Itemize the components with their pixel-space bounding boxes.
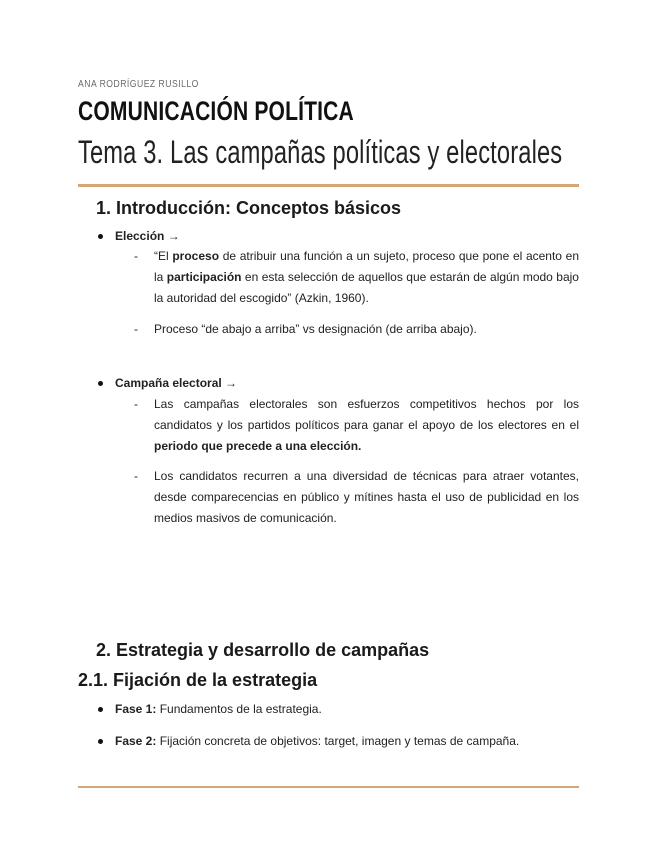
section-2-1-heading: 2.1. Fijación de la estrategia — [78, 670, 318, 690]
bullet-label: Campaña electoral → — [115, 376, 238, 390]
bullet-dot — [98, 234, 103, 239]
bullet-label: Fase 1: — [115, 702, 157, 716]
section-2-heading: 2. Estrategia y desarrollo de campañas — [96, 640, 430, 660]
text-run: “El — [154, 249, 173, 263]
bullet-label: Fase 2: — [115, 734, 157, 748]
topic-title: Tema 3. Las campañas políticas y electorales — [78, 134, 563, 170]
paragraph-text: Los candidatos recurren a una diversidad de técnicas para atraer votantes, desde comparecencias en público y mítines hasta el uso de publicidad en los medios masivos de comunicación. — [154, 469, 579, 525]
dash-marker: - — [134, 322, 138, 336]
bullet-text: Fijación concreta de objetivos: target, imagen y temas de campaña. — [156, 734, 520, 748]
footer-divider — [78, 786, 579, 788]
bold-run: participación — [166, 270, 242, 284]
author-name: ANA RODRÍGUEZ RUSILLO — [78, 78, 199, 90]
text-run: en esta selección de aquellos que estarán de algún modo bajo la autoridad del escogido” (Azkin, 1960). — [154, 270, 579, 305]
paragraph-text: Proceso “de abajo a arriba” vs designación (de arriba abajo). — [154, 322, 477, 336]
section-1-heading: 1. Introducción: Conceptos básicos — [96, 198, 402, 218]
subject-title: COMUNICACIÓN POLÍTICA — [78, 96, 354, 126]
dash-marker: - — [134, 249, 138, 263]
bullet-dot — [98, 707, 103, 712]
eleccion-process-note — [134, 319, 579, 340]
campana-definition — [134, 394, 579, 457]
bullet-dot — [98, 739, 103, 744]
campana-techniques — [134, 466, 579, 529]
bullet-text: Fundamentos de la estrategia. — [156, 702, 322, 716]
bold-run: proceso — [172, 249, 220, 263]
text-run: de atribuir una función a un sujeto, proceso que pone el acento en la — [154, 249, 580, 284]
header-divider — [78, 184, 579, 187]
bold-run: periodo que precede a una elección. — [154, 439, 362, 453]
eleccion-definition — [134, 246, 579, 309]
dash-marker: - — [134, 397, 138, 411]
text-run: Las campañas electorales son esfuerzos competitivos hechos por los candidatos y los partidos políticos para ganar el apoyo de los electores en el — [154, 397, 579, 432]
bullet-label: Elección → — [115, 229, 180, 243]
dash-marker: - — [134, 469, 138, 483]
bullet-dot — [98, 381, 103, 386]
